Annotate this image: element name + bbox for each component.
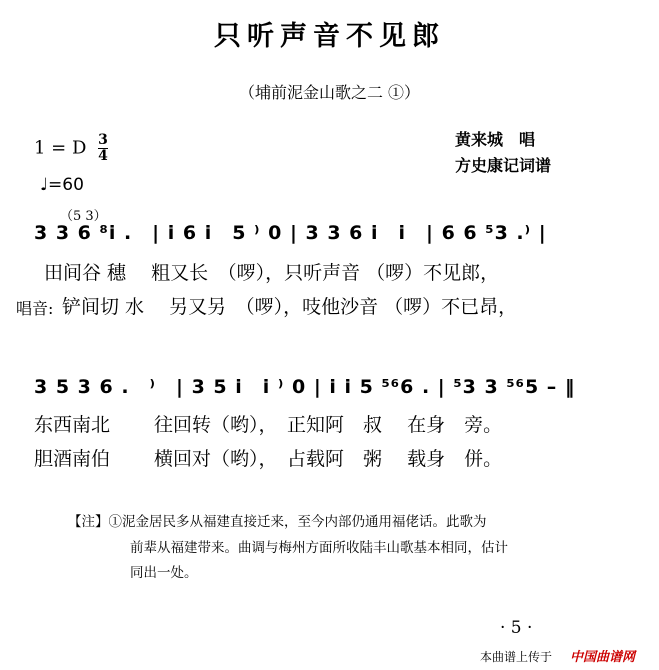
lyrics-line-2b: 胆酒南伯 横回对（哟）， 占载阿 粥 载身 併。 [34, 448, 503, 470]
page-number: · 5 · [500, 618, 533, 638]
notation-line-2: 3 5 3 6 . ⁾ | 3 5 i i ⁾ 0 | i i 5 ⁵⁶6 . | ⁵3 3 ⁵⁶5 – ‖ [34, 376, 576, 398]
tempo-mark: ♩=60 [40, 175, 84, 195]
grace-notes: （5 3） [60, 209, 107, 224]
time-sig-top: 3 [98, 132, 108, 148]
key-signature [34, 133, 108, 164]
lyrics-line-1a: 田间谷 穗 粗又长 （啰），只听声音 （啰）不见郎， [44, 262, 500, 284]
lyrics-line-2a: 东西南北 往回转（哟）， 正知阿 叔 在身 旁。 [34, 414, 503, 436]
page-title: 只听声音不见郎 [214, 21, 445, 52]
note-label: 【注】 [68, 514, 109, 530]
subtitle: （埔前泥金山歌之二 ①） [238, 83, 421, 102]
voice-label: 唱音: [16, 299, 54, 318]
key-label: 1 = D [34, 137, 87, 159]
footer-text: 本曲谱上传于 [480, 650, 553, 664]
note-line-2: 前辈从福建带来。曲调与梅州方面所收陆丰山歌基本相同，估计 [130, 540, 508, 556]
note-line-3: 同出一处。 [130, 565, 198, 581]
recorder-credit: 方史康记词谱 [455, 156, 552, 175]
time-sig-bottom: 4 [98, 148, 108, 164]
lyrics-line-1b: 铲间切 水 另又另 （啰），吱他沙音 （啰）不已昂， [62, 296, 518, 318]
singer-credit: 黄来城 唱 [455, 130, 536, 149]
time-signature [98, 133, 108, 164]
site-logo: 中国曲谱网 [570, 650, 636, 665]
note-line-1: ①泥金居民多从福建直接迁来，至今内部仍通用福佬话。此歌为 [108, 514, 487, 530]
note-block [68, 510, 487, 535]
notation-line-1: 3 3 6 ⁸i . | i 6 i 5 ⁾ 0 | 3 3 6 i i | 6 6 ⁵3 .⁾ | [34, 222, 547, 244]
